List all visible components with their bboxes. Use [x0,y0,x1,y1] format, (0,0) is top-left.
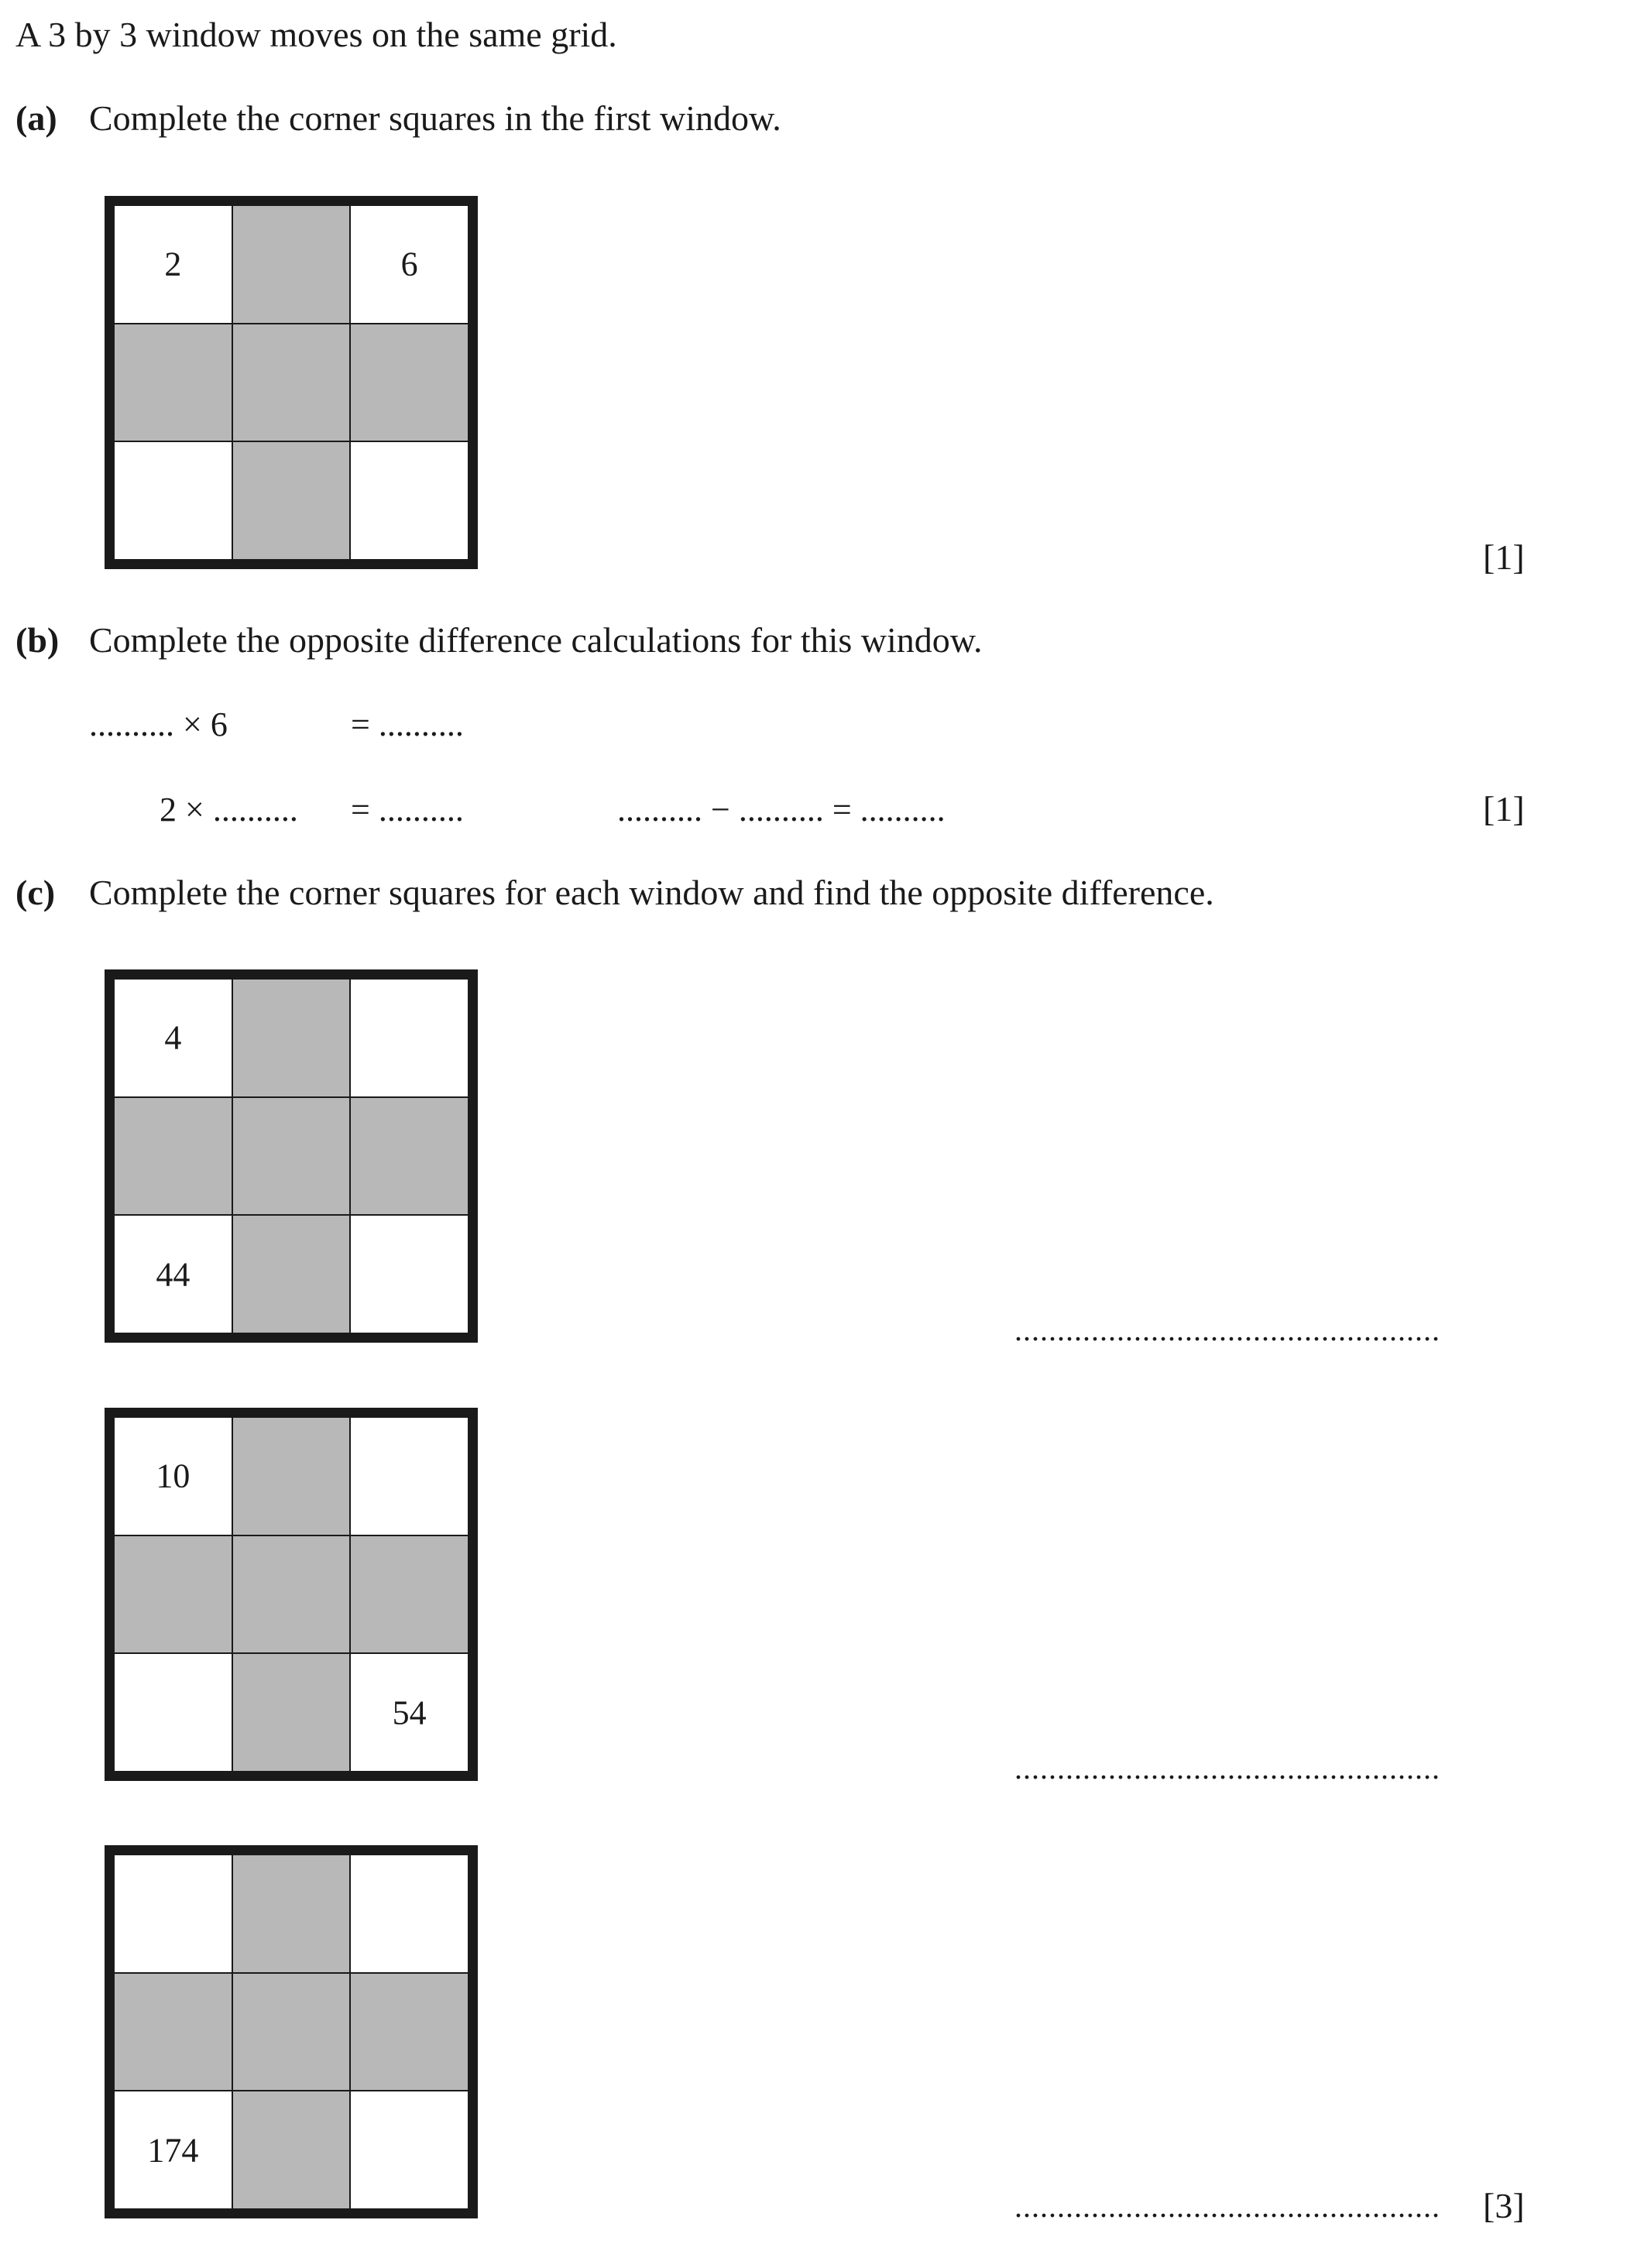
part-c-marks: [3] [1483,2186,1525,2225]
calc-row1-result[interactable]: = .......... [351,705,464,743]
grid-cell-shaded [114,1535,232,1654]
grid-cell-shaded [350,1097,469,1216]
answer-line-c1[interactable]: .................................................. [1014,1312,1440,1347]
part-b-question [15,620,983,660]
calc-row2-result[interactable]: = .......... [351,791,464,829]
grid-cell[interactable] [350,441,469,560]
cell-value: 4 [164,1018,182,1057]
window-grid-a [105,196,478,569]
grid-cell-shaded [350,1535,469,1654]
grid-cell-shaded [232,2091,351,2209]
calc-row2-left[interactable]: 2 × .......... [160,791,298,829]
answer-line-c2[interactable]: .................................................. [1014,1751,1440,1786]
cell-value: 2 [164,245,182,283]
cell-value: 6 [400,245,418,283]
part-a-marks: [1] [1483,537,1525,577]
grid-cell-shaded [232,441,351,560]
grid-cell[interactable] [350,1215,469,1333]
cell-value: 44 [156,1255,191,1294]
calc-row1-left[interactable]: .......... × 6 [89,705,228,743]
grid-cell-shaded [114,324,232,442]
part-a-text: Complete the corner squares in the first window. [89,98,781,138]
part-a-label: (a) [15,98,57,138]
cell-value: 10 [156,1457,191,1495]
window-grid-c1 [105,969,478,1343]
grid-cell-shaded [232,1097,351,1216]
grid-cell-shaded [232,1973,351,2091]
grid-cell-shaded [350,324,469,442]
grid-cell[interactable] [350,205,469,324]
intro-text: A 3 by 3 window moves on the same grid. [15,15,617,54]
cell-value: 174 [147,2131,199,2170]
grid-cell-shaded [232,979,351,1097]
grid-cell-shaded [232,1535,351,1654]
grid-cell-shaded [232,1417,351,1535]
answer-line-c3[interactable]: .................................................. [1014,2189,1440,2224]
grid-cell-shaded [232,1653,351,1772]
grid-cell[interactable] [350,2091,469,2209]
grid-cell[interactable] [350,979,469,1097]
grid-cell[interactable] [114,441,232,560]
grid-cell[interactable] [350,1855,469,1973]
part-b-label: (b) [15,620,60,660]
grid-cell[interactable] [114,1653,232,1772]
grid-cell-shaded [114,1097,232,1216]
grid-cell-shaded [350,1973,469,2091]
grid-cell-shaded [232,1215,351,1333]
part-b-marks: [1] [1483,789,1525,829]
part-a-question [15,98,781,138]
part-c-text: Complete the corner squares for each window and find the opposite difference. [89,873,1214,912]
grid-cell[interactable] [114,979,232,1097]
grid-cell-shaded [232,324,351,442]
grid-cell-shaded [114,1973,232,2091]
window-grid-c2 [105,1408,478,1781]
grid-cell[interactable] [350,1417,469,1535]
grid-cell[interactable] [114,1855,232,1973]
grid-cell[interactable] [114,205,232,324]
grid-cell[interactable] [114,2091,232,2209]
grid-cell[interactable] [114,1215,232,1333]
part-c-label: (c) [15,873,56,912]
grid-cell-shaded [232,205,351,324]
grid-cell-shaded [232,1855,351,1973]
cell-value: 54 [392,1693,427,1732]
part-c-question [15,875,1214,911]
window-grid-c3 [105,1845,478,2218]
part-b-text: Complete the opposite difference calculations for this window. [89,620,983,660]
grid-cell[interactable] [114,1417,232,1535]
grid-cell[interactable] [350,1653,469,1772]
calc-difference[interactable]: .......... − .......... = .......... [617,791,946,829]
